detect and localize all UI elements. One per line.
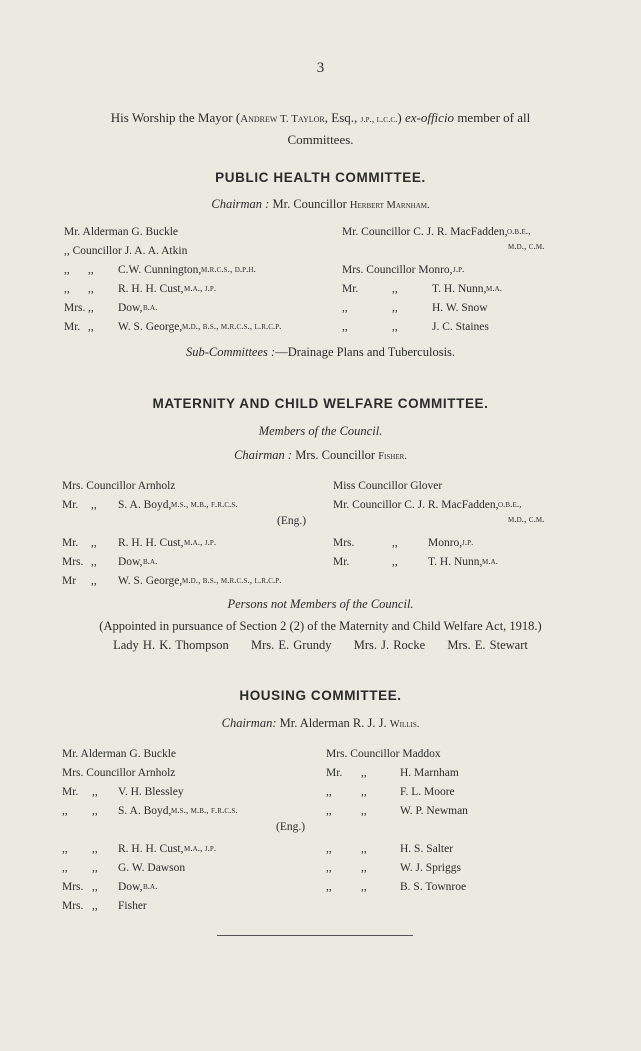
member-text: Mrs. Councillor Arnholz [62, 767, 176, 779]
member-text: ,, [92, 881, 98, 893]
member-text: Dow, [118, 302, 143, 314]
member-text: Mrs. [64, 302, 86, 314]
housing-chairman [0, 716, 641, 731]
member-text: ,, [88, 321, 94, 333]
member-text: Mr. [62, 537, 79, 549]
member-text: S. A. Boyd, [118, 499, 172, 511]
member-text: ,, [92, 805, 98, 817]
member-text: Mr. [62, 786, 79, 798]
intro-line-1 [0, 108, 641, 130]
member-text: ,, [92, 843, 98, 855]
intro-paragraph [0, 108, 641, 149]
member-text: b.a. [143, 557, 158, 567]
member-text: o.b.e., [507, 227, 531, 237]
member-text: F. L. Moore [400, 786, 455, 798]
member-text: C.W. Cunnington, [118, 264, 202, 276]
member-text: ,, [361, 786, 367, 798]
ex-officio-text: ex-officio [404, 110, 455, 125]
page-number: 3 [316, 60, 325, 76]
end-rule [217, 935, 413, 936]
public-health-chairman [0, 197, 641, 212]
member-text: ,, Councillor J. A. A. Atkin [64, 245, 188, 257]
member-text: ,, [88, 264, 94, 276]
subcommittees-label: Sub-Committees : [185, 345, 276, 359]
maternity-heading: MATERNITY AND CHILD WELFARE COMMITTEE. [152, 396, 489, 411]
member-text: W. S. George, [118, 321, 183, 333]
member-text: Mr. Councillor C. J. R. MacFadden, [333, 499, 499, 511]
member-text: m.d., c.m. [508, 242, 545, 252]
member-text: ,, [392, 556, 398, 568]
chairman-label: Chairman : [234, 448, 293, 462]
member-text: Mrs. [62, 881, 84, 893]
member-text: B. S. Townroe [400, 881, 467, 893]
member-text: m.s., m.b., f.r.c.s. [171, 806, 238, 816]
member-text: m.d., c.m. [508, 515, 545, 525]
member-text: j.p. [462, 538, 474, 548]
member-text: (Eng.) [276, 821, 306, 833]
member-text: Mr. [326, 767, 343, 779]
member-text: Mr. [342, 283, 359, 295]
maternity-non-members-label: Persons not Members of the Council. [227, 597, 414, 611]
member-text: Mr. Alderman G. Buckle [64, 226, 179, 238]
non-member: Mrs. E. Stewart [447, 638, 528, 652]
member-text: Mrs. [62, 900, 84, 912]
member-text: ,, [92, 786, 98, 798]
member-text: ,, [91, 499, 97, 511]
member-text: W. J. Spriggs [400, 862, 461, 874]
chairman-name: Willis. [389, 719, 420, 730]
member-text: ,, [326, 786, 332, 798]
mayor-name: Andrew T. Taylor [240, 113, 325, 125]
member-text: ,, [88, 302, 94, 314]
member-text: R. H. H. Cust, [118, 283, 184, 295]
member-text: ,, [361, 767, 367, 779]
chairman-name: Fisher. [378, 451, 407, 462]
member-text: Mrs. [62, 556, 84, 568]
member-text: ,, [62, 805, 68, 817]
chairman-text: Mr. Councillor [269, 197, 350, 211]
intro-text: ) [397, 110, 405, 125]
member-text: G. W. Dawson [118, 862, 186, 874]
intro-text: member of all [454, 110, 531, 125]
member-text: S. A. Boyd, [118, 805, 172, 817]
chairman-name: Herbert Marnham. [349, 200, 430, 211]
member-text: m.a. [486, 284, 503, 294]
non-member: Lady H. K. Thompson [113, 638, 229, 652]
chairman-text: Mr. Alderman R. J. J. [276, 716, 390, 730]
member-text: ,, [91, 575, 97, 587]
maternity-chairman [0, 448, 641, 463]
member-text: ,, [392, 537, 398, 549]
member-text: ,, [392, 283, 398, 295]
non-member: Mrs. J. Rocke [353, 638, 426, 652]
member-text: ,, [361, 862, 367, 874]
member-text: Miss Councillor Glover [333, 480, 443, 492]
member-text: ,, [64, 283, 70, 295]
member-text: ,, [62, 843, 68, 855]
member-text: V. H. Blessley [118, 786, 184, 798]
member-text: Mr. Alderman G. Buckle [62, 748, 177, 760]
member-text: ,, [92, 900, 98, 912]
maternity-non-members [0, 638, 641, 653]
member-text: m.a. [482, 557, 499, 567]
member-text: W. S. George, [118, 575, 183, 587]
member-text: m.s., m.b., f.r.c.s. [171, 500, 238, 510]
member-text: m.r.c.s., d.p.h. [201, 265, 256, 275]
member-text: Monro, [428, 537, 463, 549]
member-text: H. W. Snow [432, 302, 488, 314]
intro-text: , Esq., [324, 110, 361, 125]
member-text: ,, [342, 302, 348, 314]
member-text: m.a., j.p. [184, 538, 217, 548]
member-text: T. H. Nunn, [432, 283, 487, 295]
maternity-members-label: Members of the Council. [258, 424, 383, 438]
member-text: j.p. [453, 265, 465, 275]
member-text: ,, [91, 556, 97, 568]
member-text: ,, [392, 302, 398, 314]
member-text: ,, [92, 862, 98, 874]
subcommittees-text: —Drainage Plans and Tuberculosis. [275, 345, 456, 359]
member-text: (Eng.) [277, 515, 307, 527]
member-text: ,, [326, 862, 332, 874]
intro-text: His Worship the Mayor ( [110, 110, 241, 125]
member-text: ,, [361, 805, 367, 817]
member-text: Mr. Councillor C. J. R. MacFadden, [342, 226, 508, 238]
maternity-appointed-note: (Appointed in pursuance of Section 2 (2) of the Maternity and Child Welfare Act, 1918.) [99, 619, 542, 633]
member-text: T. H. Nunn, [428, 556, 483, 568]
member-text: Fisher [118, 900, 147, 912]
member-text: m.a., j.p. [184, 844, 217, 854]
non-member: Mrs. E. Grundy [250, 638, 332, 652]
public-health-subcommittees [0, 345, 641, 360]
member-text: Mr. [62, 499, 79, 511]
member-text: ,, [326, 881, 332, 893]
member-text: Mr [62, 575, 77, 587]
chairman-label: Chairman : [211, 197, 270, 211]
member-text: Dow, [118, 881, 143, 893]
member-text: ,, [392, 321, 398, 333]
member-text: Mrs. [333, 537, 355, 549]
member-text: ,, [326, 805, 332, 817]
member-text: ,, [62, 862, 68, 874]
mayor-honours: j.p., l.c.c. [360, 115, 398, 125]
housing-heading: HOUSING COMMITTEE. [239, 688, 402, 703]
member-text: ,, [361, 843, 367, 855]
member-text: o.b.e., [498, 500, 522, 510]
member-text: Mr. [333, 556, 350, 568]
member-text: Mrs. Councillor Maddox [326, 748, 441, 760]
public-health-heading: PUBLIC HEALTH COMMITTEE. [215, 170, 426, 185]
member-text: ,, [361, 881, 367, 893]
member-text: Dow, [118, 556, 143, 568]
member-text: Mrs. Councillor Monro, [342, 264, 453, 276]
member-text: W. P. Newman [400, 805, 468, 817]
chairman-text: Mrs. Councillor [292, 448, 379, 462]
member-text: ,, [326, 843, 332, 855]
member-text: b.a. [143, 882, 158, 892]
member-text: H. Marnham [400, 767, 459, 779]
member-text: m.d., b.s., m.r.c.s., l.r.c.p. [182, 322, 282, 332]
member-text: ,, [64, 264, 70, 276]
intro-line-2: Committees. [287, 132, 354, 147]
member-text: m.d., b.s., m.r.c.s., l.r.c.p. [182, 576, 282, 586]
member-text: ,, [91, 537, 97, 549]
member-text: ,, [88, 283, 94, 295]
member-text: Mrs. Councillor Arnholz [62, 480, 176, 492]
member-text: Mr. [64, 321, 81, 333]
member-text: m.a., j.p. [184, 284, 217, 294]
chairman-label: Chairman: [221, 716, 277, 730]
member-text: ,, [342, 321, 348, 333]
member-text: J. C. Staines [432, 321, 489, 333]
member-text: H. S. Salter [400, 843, 454, 855]
member-text: R. H. H. Cust, [118, 843, 184, 855]
member-text: R. H. H. Cust, [118, 537, 184, 549]
member-text: b.a. [143, 303, 158, 313]
